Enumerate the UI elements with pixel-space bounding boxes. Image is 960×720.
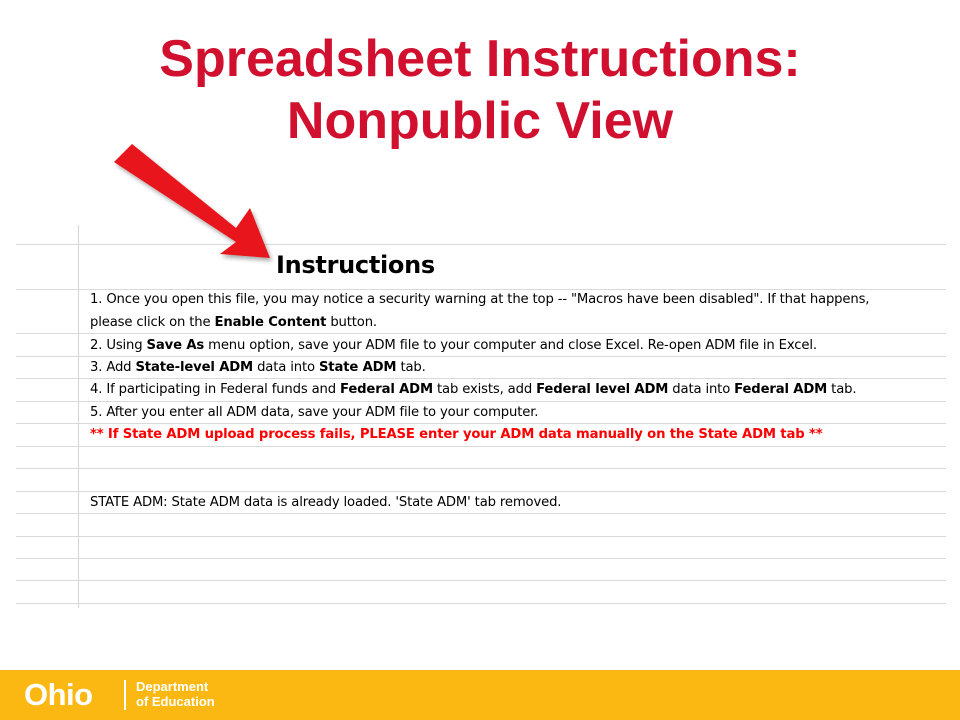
row-line [16,491,946,492]
row-line [16,446,946,447]
row-line [16,401,946,402]
ohio-logo: Ohio [24,677,93,712]
row-line [16,558,946,559]
instruction-line-4: 3. Add State-level ADM data into State ADM tab. [90,360,426,375]
row-line [16,378,946,379]
red-arrow-icon [108,140,280,270]
slide-title-line2: Nonpublic View [286,92,674,150]
row-line [16,603,946,604]
row-line [16,580,946,581]
row-line [16,333,946,334]
warning-line: ** If State ADM upload process fails, PLEASE enter your ADM data manually on the State ADM tab ** [90,427,823,442]
instructions-heading: Instructions [276,251,435,279]
department-line1: Department [136,679,209,694]
instruction-line-6: 5. After you enter all ADM data, save your ADM file to your computer. [90,405,539,420]
column-divider [78,225,79,608]
row-line [16,423,946,424]
instruction-line-1: 1. Once you open this file, you may notice a security warning at the top -- "Macros have been disabled". If that happens, [90,292,870,307]
department-name [136,679,215,709]
row-line [16,468,946,469]
spreadsheet-screenshot [16,225,946,610]
row-line [16,356,946,357]
department-line2: of Education [136,694,215,709]
row-line [16,536,946,537]
footer-bar [0,670,960,720]
instruction-line-2: please click on the Enable Content button. [90,315,377,330]
status-line: STATE ADM: State ADM data is already loaded. 'State ADM' tab removed. [90,495,562,510]
row-line [16,513,946,514]
instruction-line-3: 2. Using Save As menu option, save your ADM file to your computer and close Excel. Re-open ADM file in Excel. [90,338,817,353]
slide-title [0,28,960,152]
slide-title-line1: Spreadsheet Instructions: [159,30,801,88]
row-line [16,289,946,290]
logo-divider [124,680,126,710]
instruction-line-5: 4. If participating in Federal funds and Federal ADM tab exists, add Federal level ADM data into Federal ADM tab. [90,382,857,397]
